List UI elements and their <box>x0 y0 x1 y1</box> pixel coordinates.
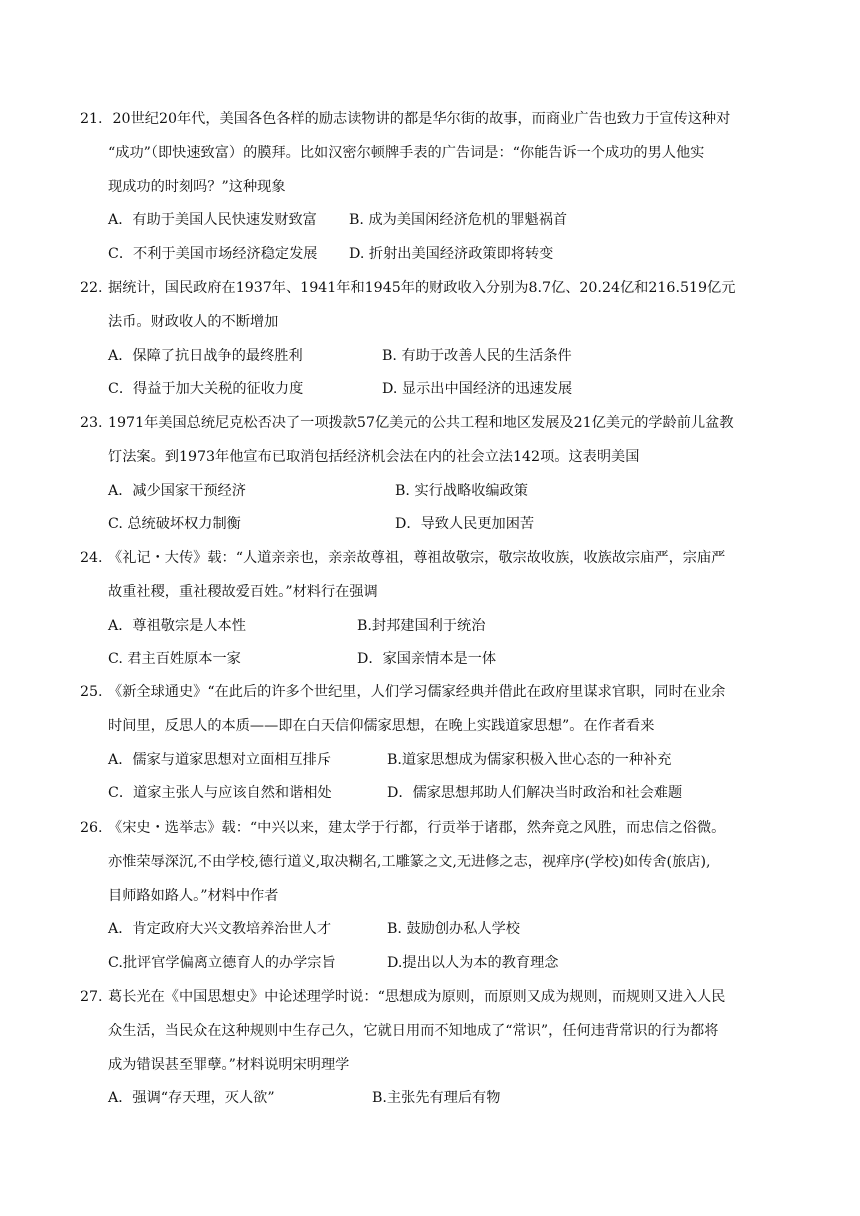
question-23 <box>80 407 785 542</box>
option-a[interactable]: A．肯定政府大兴文教培养治世人才 <box>108 921 332 938</box>
option-d[interactable]: D．家国亲情本是一体 <box>357 651 497 668</box>
question-text: 1971年美国总统尼克松否决了一项拨款57亿美元的公共工程和地区发展及21亿美元的学龄前儿盆教 <box>108 415 734 431</box>
option-b[interactable]: B.封邦建国利于统治 <box>357 617 486 634</box>
question-text: 故重社稷，重社稷故爱百姓。”材料行在强调 <box>108 583 378 600</box>
question-text: 饤法案。到1973年他宣布已取消包括经济机会法在内的社会立法142项。这表明美国 <box>108 448 640 465</box>
option-d[interactable]: D. 显示出中国经济的迅速发展 <box>382 381 573 398</box>
question-25 <box>80 676 785 811</box>
question-text: 成为错误甚至罪孽。”材料说明宋明理学 <box>108 1056 350 1073</box>
option-d[interactable]: D．儒家思想邦助人们解决当时政治和社会难题 <box>387 785 683 802</box>
option-c[interactable]: C.批评官学偏离立德育人的办学宗旨 <box>108 955 336 972</box>
question-26 <box>80 812 785 981</box>
question-text: 《新全球通史》“在此后的许多个世纪里，人们学习儒家经典并借此在政府里谋求官职，同时在业余 <box>108 684 726 700</box>
question-text: 亦惟荣辱深沉,不由学校,德行道义,取决糊名,工雕篆之文,无进修之志，视痒序(学校)如传舍(旅店), <box>108 853 711 870</box>
question-text: 众生活，当民众在这种规则中生存己久，它就日用而不知地成了“常识”，任何违背常识的行为都将 <box>108 1022 719 1039</box>
option-c[interactable]: C．得益于加大关税的征收力度 <box>108 381 304 398</box>
option-a[interactable]: A．有助于美国人民快速发财致富 <box>108 212 317 229</box>
question-number: 24. <box>80 550 103 566</box>
option-b[interactable]: B. 鼓励创办私人学校 <box>387 921 520 938</box>
question-text: 《礼记・大传》载：“人道亲亲也，亲亲故尊祖，尊祖故敬宗，敬宗故收族，收族故宗庙严，宗庙严 <box>108 550 726 566</box>
question-number: 21. <box>80 111 103 127</box>
question-text: 法币。财政收人的不断增加 <box>108 313 279 330</box>
question-text: 20世纪20年代，美国各色各样的励志读物讲的都是华尔街的故事，而商业广告也致力于宣传这种对 <box>108 111 731 127</box>
option-d[interactable]: D. 折射出美国经济政策即将转变 <box>349 246 554 263</box>
question-number: 23. <box>80 415 103 431</box>
question-text: 现成功的时刻吗？”这种现象 <box>108 178 286 195</box>
option-c[interactable]: C．不利于美国市场经济稳定发展 <box>108 246 318 263</box>
question-number: 25. <box>80 684 103 700</box>
option-b[interactable]: B.道家思想成为儒家积极入世心态的一种补充 <box>387 751 672 768</box>
question-text: 《宋史・选举志》载：“中兴以来，建太学于行都，行贡举于诸郡，然奔竟之风胜，而忠信之俗微。 <box>108 820 726 836</box>
question-24 <box>80 542 785 677</box>
option-b[interactable]: B. 实行战略收编政策 <box>395 482 528 499</box>
option-b[interactable]: B. 有助于改善人民的生活条件 <box>382 347 572 364</box>
option-a[interactable]: A．尊祖敬宗是人本性 <box>108 617 246 634</box>
option-c[interactable]: C. 君主百姓原本一家 <box>108 651 241 668</box>
question-27 <box>80 981 785 1116</box>
option-d[interactable]: D．导致人民更加困苦 <box>395 516 535 533</box>
option-c[interactable]: C．道家主张人与应该自然和谐相处 <box>108 785 332 802</box>
question-text: 时间里，反思人的本质——即在白天信仰儒家思想，在晚上实践道家思想”。在作者看来 <box>108 717 655 734</box>
question-text: “成功”（即快速致富）的膜拜。比如汉密尔顿牌手表的广告词是：“你能告诉一个成功的男人他实 <box>108 144 705 161</box>
option-a[interactable]: A．强调“存天理，灭人欲” <box>108 1090 275 1107</box>
question-number: 22. <box>80 280 103 296</box>
option-c[interactable]: C. 总统破坏权力制衡 <box>108 516 241 533</box>
option-d[interactable]: D.提出以人为本的教育理念 <box>387 955 559 972</box>
question-number: 27. <box>80 989 103 1005</box>
option-a[interactable]: A．保障了抗日战争的最终胜利 <box>108 347 303 364</box>
option-b[interactable]: B.主张先有理后有物 <box>372 1090 501 1107</box>
question-22 <box>80 272 785 407</box>
option-b[interactable]: B. 成为美国闲经济危机的罪魁祸首 <box>349 212 568 229</box>
question-text: 目师路如路人。”材料中作者 <box>108 887 279 904</box>
option-a[interactable]: A．儒家与道家思想对立面相互排斥 <box>108 751 332 768</box>
option-a[interactable]: A．减少国家干预经济 <box>108 482 246 499</box>
question-21 <box>80 103 785 272</box>
question-text: 据统计，国民政府在1937年、1941年和1945年的财政收入分别为8.7亿、20.24亿和216.519亿元 <box>108 280 736 296</box>
question-text: 葛长光在《中国思想史》中论述理学时说：“思想成为原则，而原则又成为规则，而规则又进入人民 <box>108 989 726 1005</box>
question-number: 26. <box>80 820 103 836</box>
